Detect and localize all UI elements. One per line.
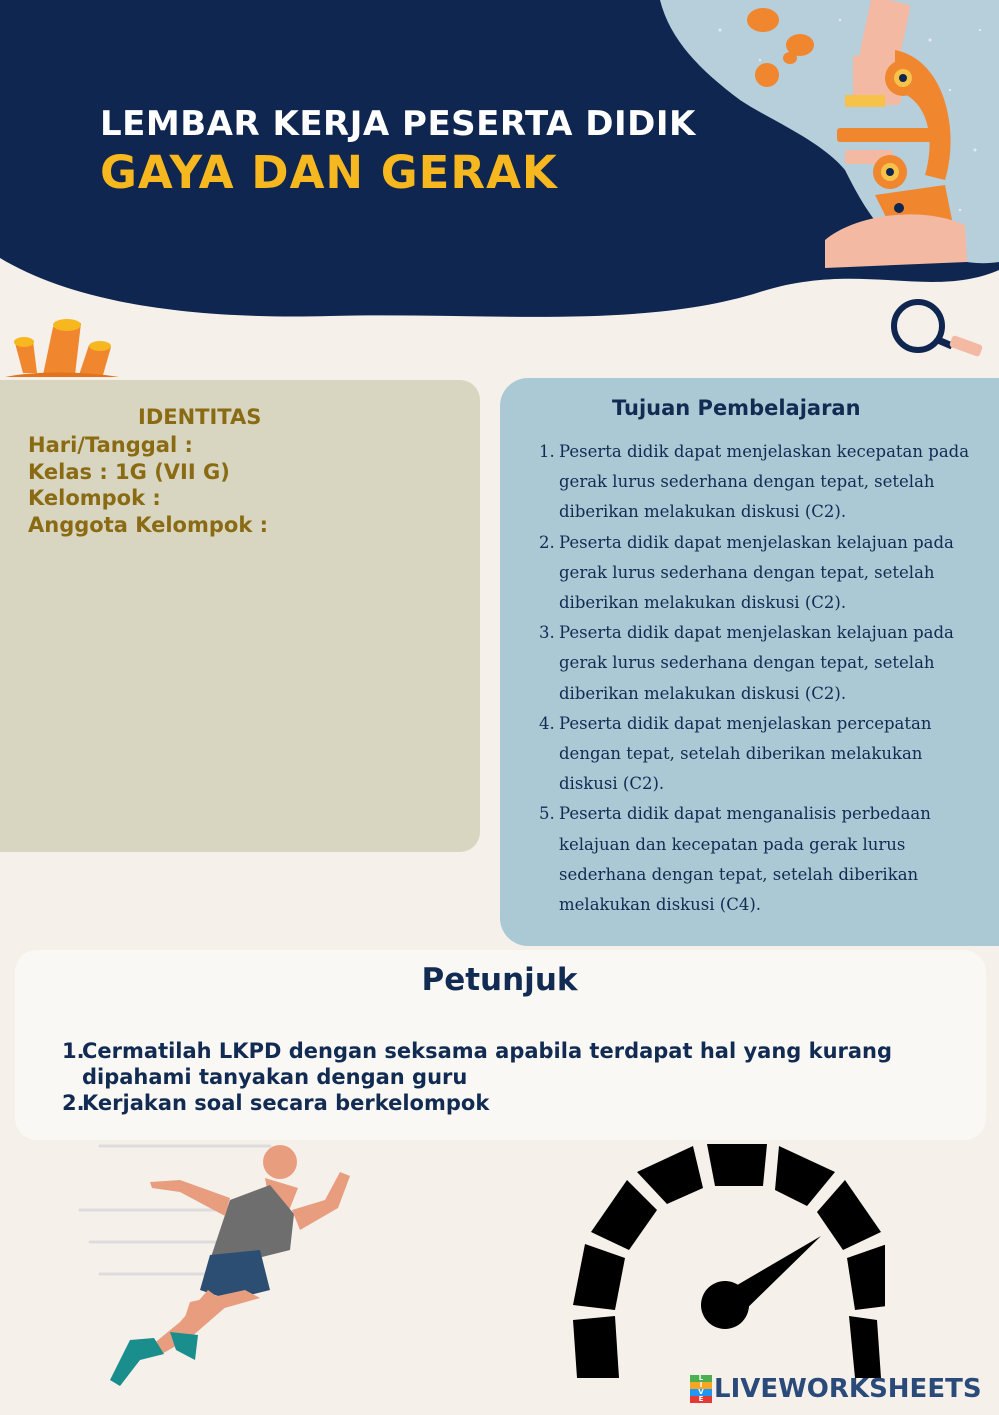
learning-goal-number: 4. xyxy=(539,713,555,733)
page-title: LEMBAR KERJA PESERTA DIDIK xyxy=(100,104,696,144)
learning-goal-item xyxy=(535,709,975,800)
identity-fields xyxy=(28,432,268,538)
learning-goal-number: 1. xyxy=(539,442,555,461)
instruction-number: 1. xyxy=(62,1039,85,1063)
instruction-item xyxy=(60,1038,960,1090)
learning-goal-item xyxy=(535,437,975,528)
liveworksheets-wordmark: LIVEWORKSHEETS xyxy=(714,1374,982,1404)
microscope-icon xyxy=(745,0,975,275)
instructions-list xyxy=(60,1038,960,1116)
logo-letter: L xyxy=(690,1375,712,1382)
identity-title: IDENTITAS xyxy=(138,405,262,429)
logo-letter: V xyxy=(690,1389,712,1396)
identity-field-group: Kelompok : xyxy=(28,486,161,510)
learning-goal-text: Peserta didik dapat menjelaskan kelajuan pada gerak lurus sederhana dengan tepat, setelah diberikan melakukan diskusi (C2). xyxy=(559,623,954,703)
liveworksheets-brand[interactable] xyxy=(690,1374,982,1404)
coral-icon xyxy=(3,313,121,379)
learning-goal-text: Peserta didik dapat menjelaskan percepatan dengan tepat, setelah diberikan melakukan diskusi (C2). xyxy=(559,713,932,794)
instructions-title: Petunjuk xyxy=(421,962,578,998)
speedometer-icon xyxy=(565,1140,885,1380)
page-subtitle: GAYA DAN GERAK xyxy=(100,146,558,199)
identity-field-members: Anggota Kelompok : xyxy=(28,512,269,537)
learning-goals-title: Tujuan Pembelajaran xyxy=(612,396,861,420)
learning-goal-text: Peserta didik dapat menjelaskan kecepatan pada gerak lurus sederhana dengan tepat, setelah diberikan melakukan diskusi (C2). xyxy=(559,442,970,522)
learning-goal-text: Peserta didik dapat menganalisis perbedaan kelajuan dan kecepatan pada gerak lurus sederhana dengan tepat, setelah diberikan melakukan diskusi (C4). xyxy=(559,804,931,915)
logo-letter: I xyxy=(690,1382,712,1389)
learning-goals-list xyxy=(535,437,975,920)
learning-goal-number: 3. xyxy=(539,623,555,643)
instruction-text: Kerjakan soal secara berkelompok xyxy=(82,1091,490,1115)
instruction-text: Cermatilah LKPD dengan seksama apabila terdapat hal yang kurang dipahami tanyakan dengan guru xyxy=(82,1039,893,1089)
learning-goal-item xyxy=(535,618,975,709)
instruction-number: 2. xyxy=(62,1091,85,1115)
logo-letter: E xyxy=(690,1396,712,1403)
instruction-item xyxy=(60,1090,960,1116)
learning-goal-number: 5. xyxy=(539,804,555,824)
learning-goal-text: Peserta didik dapat menjelaskan kelajuan pada gerak lurus sederhana dengan tepat, setelah diberikan melakukan diskusi (C2). xyxy=(559,532,954,613)
liveworksheets-logo-icon xyxy=(690,1375,712,1403)
identity-field-date: Hari/Tanggal : xyxy=(28,433,193,457)
learning-goal-item xyxy=(535,528,975,619)
learning-goal-item xyxy=(535,799,975,920)
magnifier-icon xyxy=(888,296,988,366)
runner-illustration xyxy=(60,1140,370,1395)
identity-field-class: Kelas : 1G (VII G) xyxy=(28,459,230,484)
learning-goal-number: 2. xyxy=(539,532,555,552)
